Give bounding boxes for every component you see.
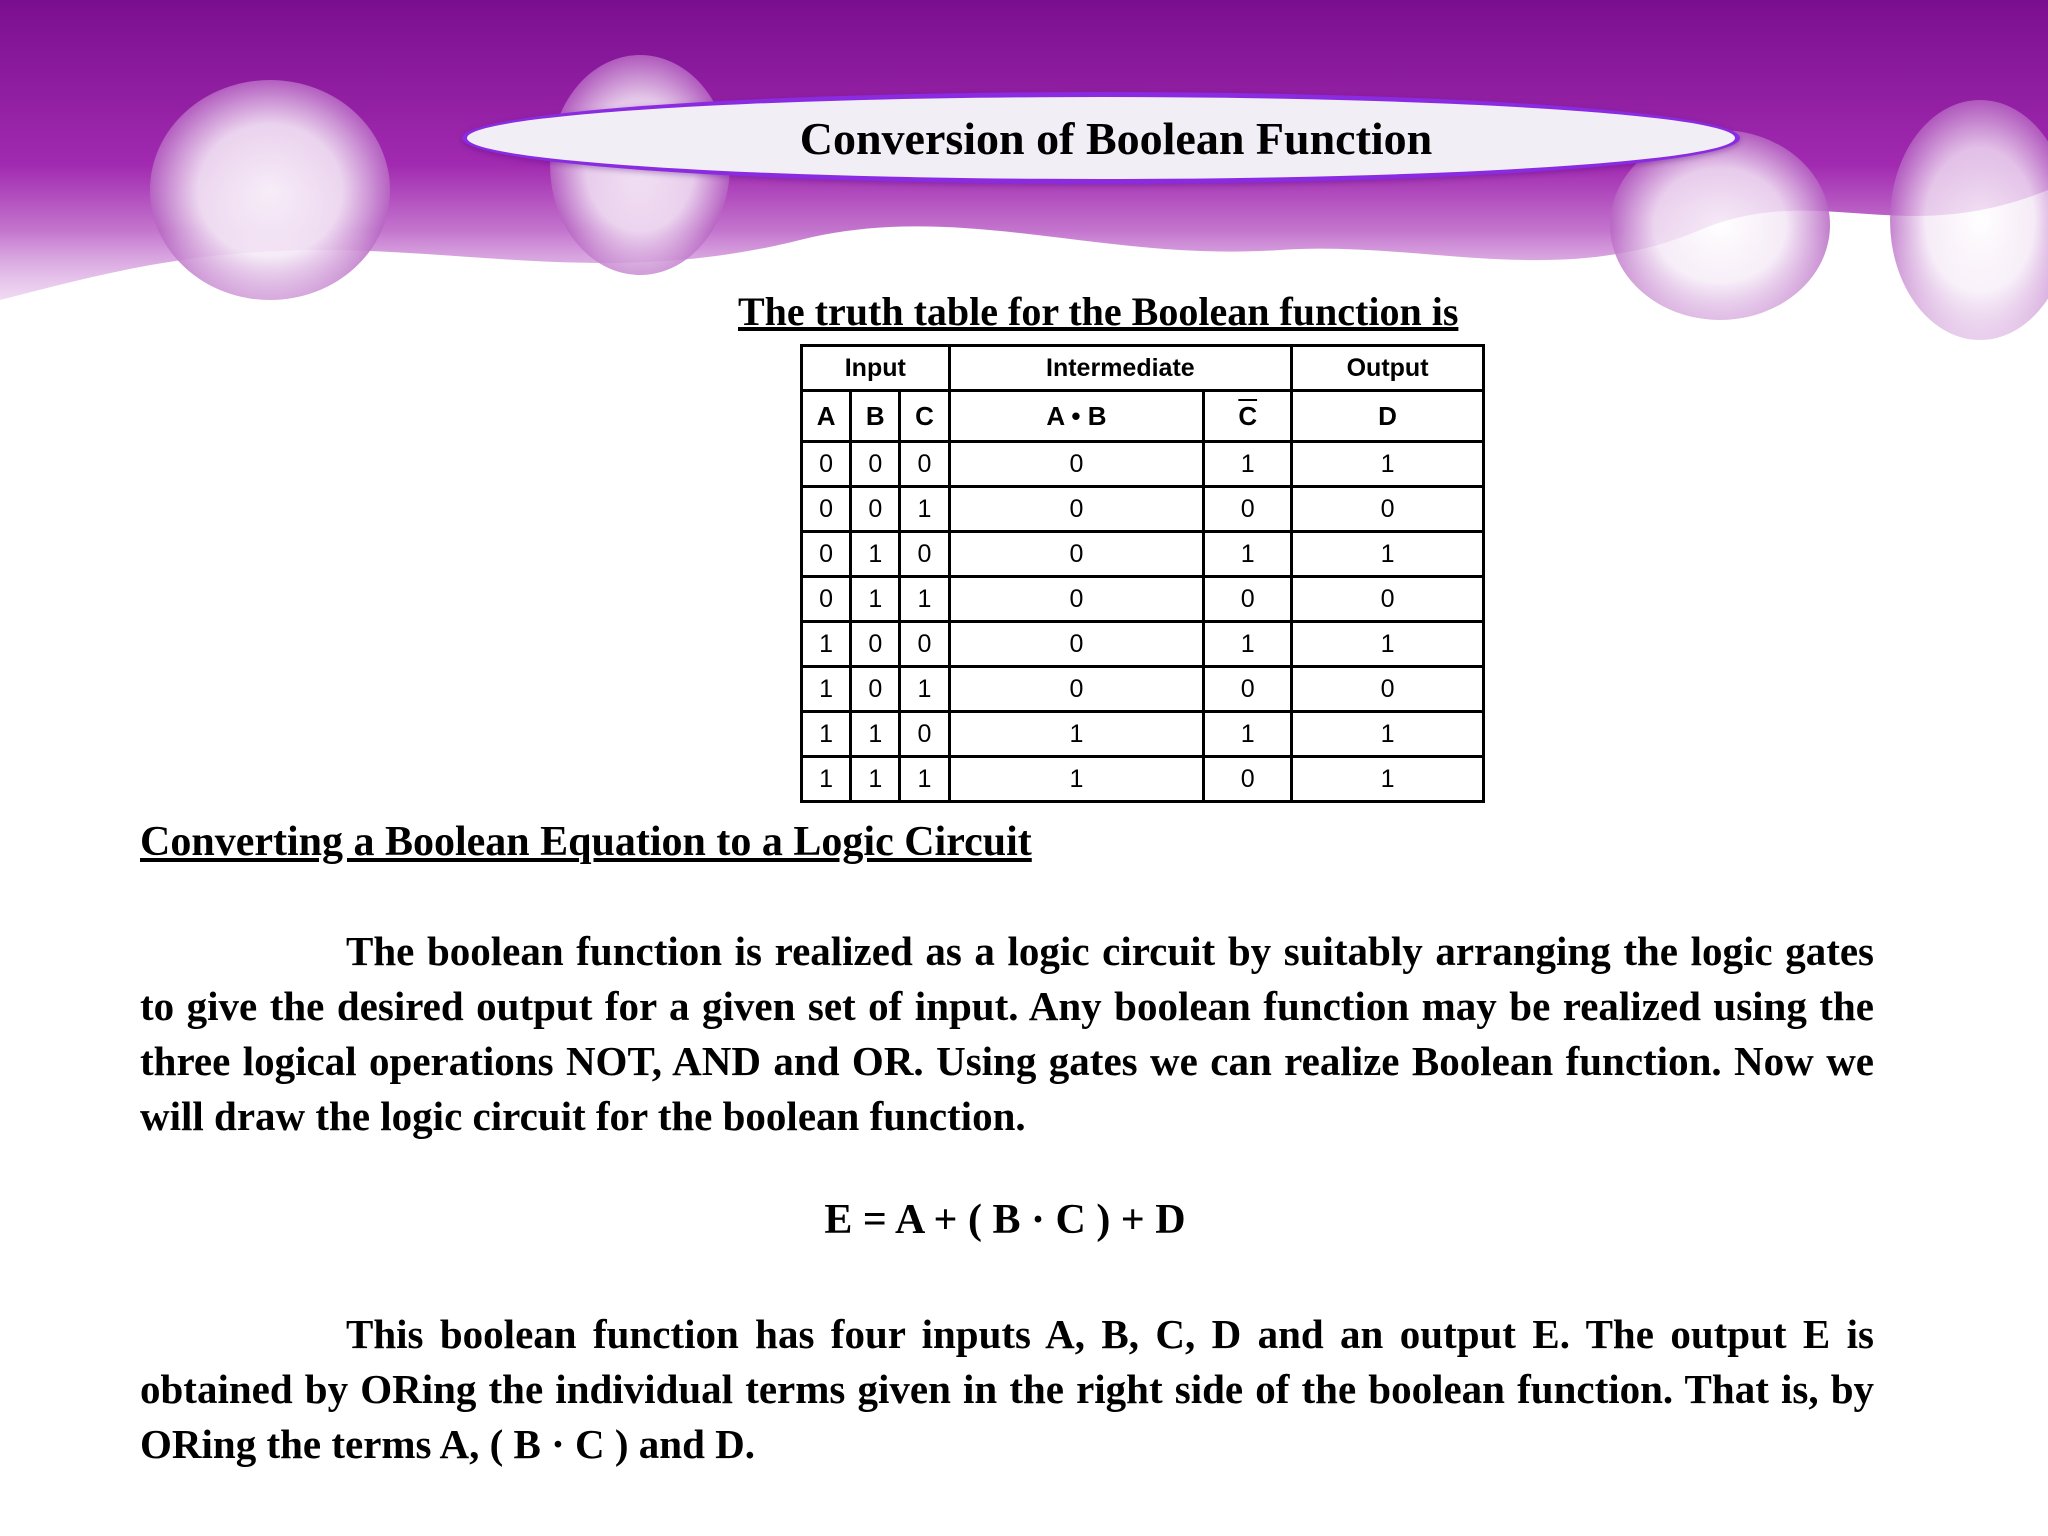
title-banner [462, 92, 1740, 184]
table-cell: 1 [851, 577, 900, 622]
table-cell: 1 [900, 577, 949, 622]
table-cell: 0 [851, 442, 900, 487]
table-row [802, 757, 1484, 802]
column-header-not-c: $\overline{C}$ [1204, 391, 1292, 442]
table-cell: 0 [851, 622, 900, 667]
table-cell: 1 [1292, 532, 1484, 577]
table-cell: 1 [802, 712, 851, 757]
table-cell: 0 [900, 712, 949, 757]
table-cell: 1 [900, 667, 949, 712]
paragraph-2: This boolean function has four inputs A, B, C, D and an output E. The output E is obtained by ORing the individual terms given in the right side of the boolean function. That is, by ORing the terms A, ( B · C ) and D. [140, 1311, 1874, 1467]
table-cell: 1 [1292, 442, 1484, 487]
table-cell: 0 [949, 487, 1204, 532]
paragraph-1: The boolean function is realized as a logic circuit by suitably arranging the logic gates to give the desired output for a given set of input. Any boolean function may be realized using the three logical operations NOT, AND and OR. Using gates we can realize Boolean function. Now we will draw the logic circuit for the boolean function. [140, 928, 1874, 1139]
column-header-a-and-b: A • B [949, 391, 1204, 442]
column-header-d: D [1292, 391, 1484, 442]
table-cell: 1 [900, 487, 949, 532]
table-cell: 0 [851, 487, 900, 532]
table-cell: 1 [1204, 532, 1292, 577]
table-cell: 0 [1292, 667, 1484, 712]
table-cell: 0 [900, 622, 949, 667]
section-heading: Converting a Boolean Equation to a Logic Circuit [140, 819, 1032, 865]
table-cell: 1 [900, 757, 949, 802]
table-row [802, 442, 1484, 487]
table-cell: 0 [851, 667, 900, 712]
table-cell: 1 [1292, 622, 1484, 667]
column-header-row [802, 391, 1484, 442]
table-cell: 0 [1292, 577, 1484, 622]
table-cell: 1 [949, 712, 1204, 757]
table-cell: 0 [949, 667, 1204, 712]
truth-table [800, 344, 1485, 803]
table-row [802, 712, 1484, 757]
table-cell: 0 [949, 622, 1204, 667]
table-row [802, 622, 1484, 667]
table-cell: 0 [1204, 487, 1292, 532]
truth-table-body [802, 442, 1484, 802]
table-cell: 1 [949, 757, 1204, 802]
table-row [802, 487, 1484, 532]
table-cell: 1 [851, 712, 900, 757]
table-cell: 1 [802, 667, 851, 712]
table-cell: 1 [1204, 622, 1292, 667]
table-cell: 0 [802, 532, 851, 577]
table-cell: 0 [900, 442, 949, 487]
group-header-row [802, 346, 1484, 391]
page-title: Conversion of Boolean Function [799, 112, 1433, 164]
table-cell: 0 [949, 532, 1204, 577]
table-cell: 0 [1204, 757, 1292, 802]
table-cell: 0 [1204, 577, 1292, 622]
table-row [802, 532, 1484, 577]
table-cell: 0 [1204, 667, 1292, 712]
table-cell: 1 [1204, 442, 1292, 487]
table-row [802, 667, 1484, 712]
table-cell: 1 [1292, 757, 1484, 802]
table-cell: 1 [851, 532, 900, 577]
table-cell: 0 [802, 442, 851, 487]
table-cell: 0 [802, 487, 851, 532]
table-cell: 0 [1292, 487, 1484, 532]
table-cell: 0 [949, 577, 1204, 622]
group-header-input: Input [802, 346, 950, 391]
table-caption: The truth table for the Boolean function is [738, 289, 1459, 334]
group-header-intermediate: Intermediate [949, 346, 1292, 391]
table-cell: 0 [900, 532, 949, 577]
table-cell: 1 [802, 757, 851, 802]
column-header-a: A [802, 391, 851, 442]
table-cell: 0 [802, 577, 851, 622]
table-cell: 0 [949, 442, 1204, 487]
table-cell: 1 [851, 757, 900, 802]
column-header-c: C [900, 391, 949, 442]
table-row [802, 577, 1484, 622]
boolean-equation: E = A + ( B · C ) + D [824, 1197, 1186, 1243]
table-cell: 1 [802, 622, 851, 667]
group-header-output: Output [1292, 346, 1484, 391]
column-header-b: B [851, 391, 900, 442]
table-cell: 1 [1292, 712, 1484, 757]
table-cell: 1 [1204, 712, 1292, 757]
